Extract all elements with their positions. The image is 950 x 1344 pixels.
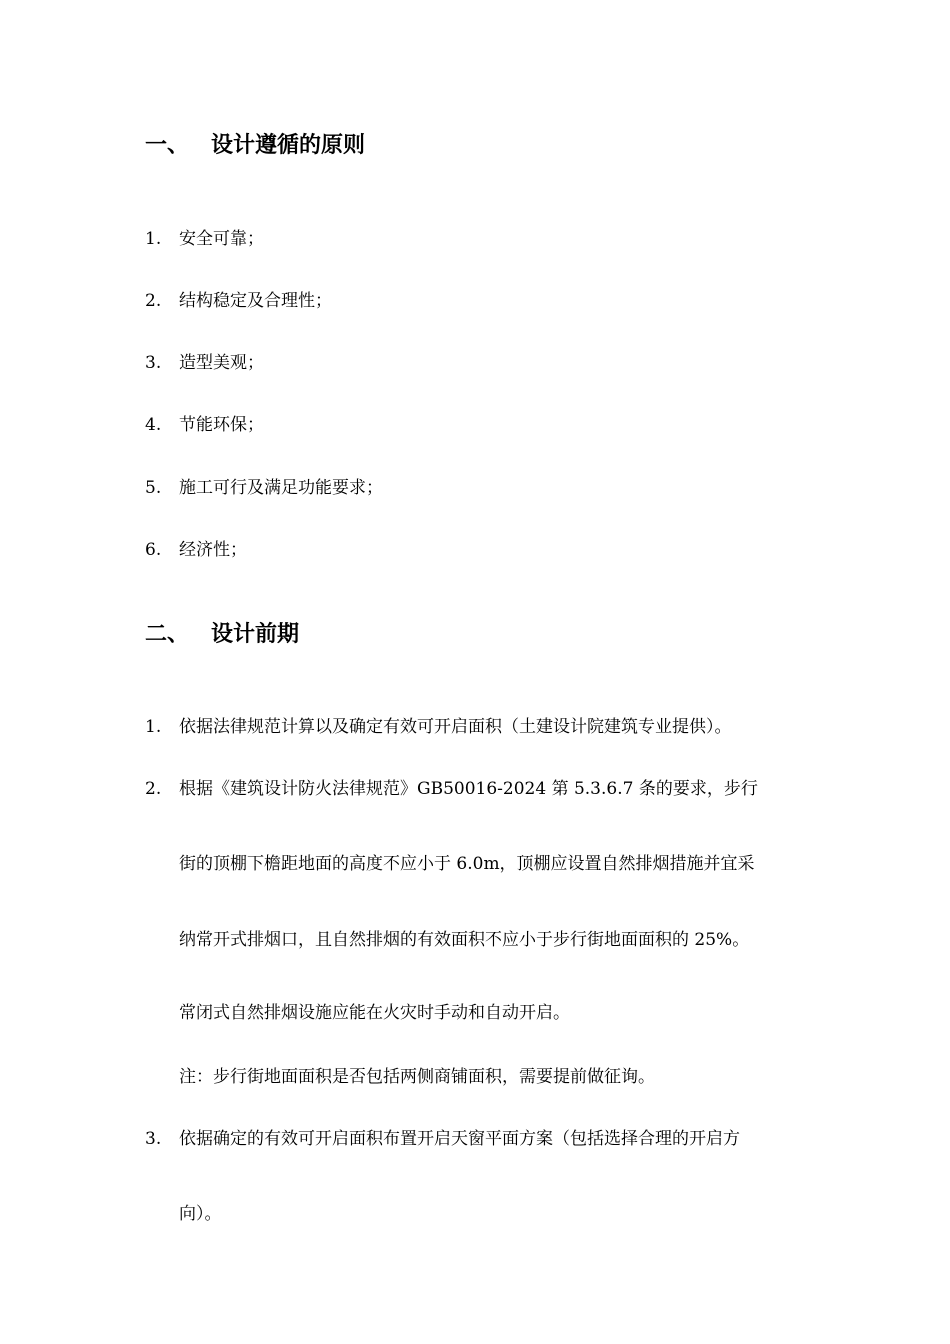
list-item-text: 施工可行及满足功能要求；: [179, 478, 383, 498]
list-item-number: 6.: [145, 540, 162, 560]
list-item: [145, 413, 264, 437]
list-item: [145, 289, 332, 313]
list-item-text: 节能环保；: [179, 415, 264, 435]
list-item-text: 依据确定的有效可开启面积布置开启天窗平面方案（包括选择合理的开启方: [179, 1129, 740, 1149]
list-item-number: 2.: [145, 291, 162, 311]
list-item-text: 结构稳定及合理性；: [179, 291, 332, 311]
list-item-number: 3.: [145, 1129, 162, 1149]
list-item-text: 依据法律规范计算以及确定有效可开启面积（土建设计院建筑专业提供）。: [179, 717, 732, 737]
list-item-number: 3.: [145, 353, 162, 373]
list-item: [145, 351, 264, 375]
list-item-number: 1.: [145, 229, 162, 249]
list-item-text: 根据《建筑设计防火法律规范》GB50016-2024 第 5.3.6.7 条的要求，步行: [179, 779, 758, 799]
list-item: [145, 715, 732, 739]
list-item-continuation: 向）。: [179, 1204, 222, 1224]
list-item-number: 2.: [145, 779, 162, 799]
list-item-text: 造型美观；: [179, 353, 264, 373]
list-item: [145, 476, 383, 500]
list-item-continuation: 常闭式自然排烟设施应能在火灾时手动和自动开启。: [179, 1003, 570, 1023]
list-item-continuation: 街的顶棚下檐距地面的高度不应小于 6.0m，顶棚应设置自然排烟措施并宜采: [179, 854, 755, 874]
list-item-number: 5.: [145, 478, 162, 498]
section-number: 二、: [145, 621, 190, 647]
section-heading-preliminary: [145, 620, 299, 648]
section-heading-principles: [145, 131, 365, 159]
section-title: 设计前期: [211, 621, 300, 647]
list-item: [145, 538, 247, 562]
list-item-text: 安全可靠；: [179, 229, 264, 249]
list-item-continuation: 纳常开式排烟口，且自然排烟的有效面积不应小于步行街地面面积的 25%。: [179, 930, 750, 950]
list-item: [145, 1127, 740, 1151]
list-item-number: 4.: [145, 415, 162, 435]
section-title: 设计遵循的原则: [211, 132, 366, 158]
list-item: [145, 227, 264, 251]
list-item-text: 经济性；: [179, 540, 247, 560]
list-item: [145, 777, 758, 801]
note-text: 注：步行街地面面积是否包括两侧商铺面积，需要提前做征询。: [179, 1067, 655, 1087]
section-number: 一、: [145, 132, 190, 158]
list-item-number: 1.: [145, 717, 162, 737]
